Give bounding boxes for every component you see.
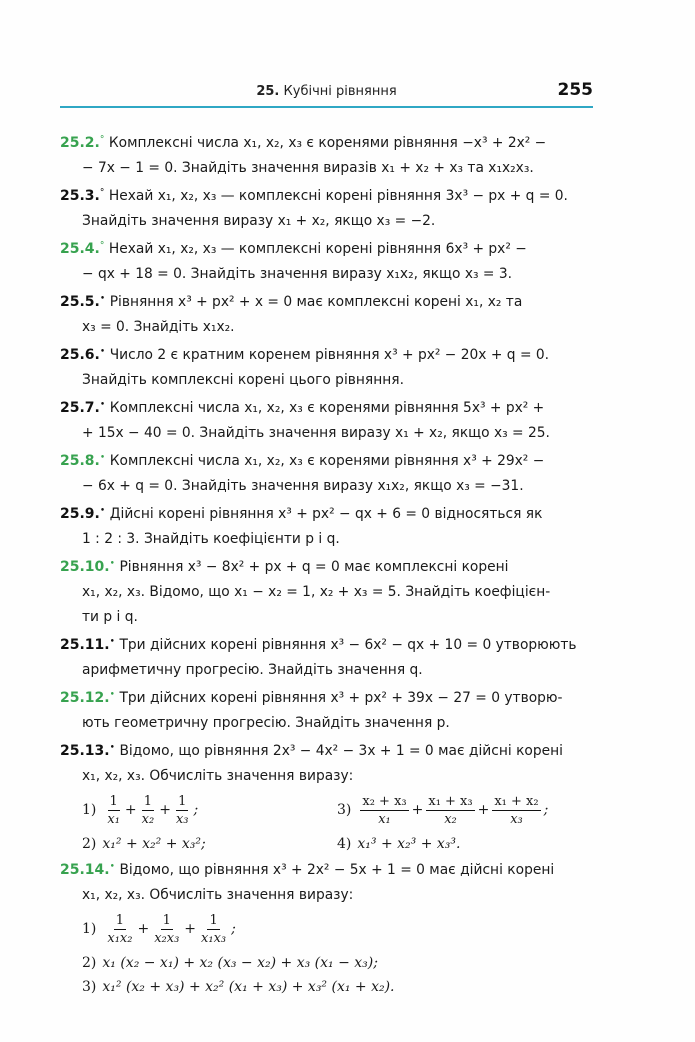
expression-text: x₁³ + x₂³ + x₃³. bbox=[357, 836, 461, 852]
operator: + bbox=[159, 802, 171, 818]
difficulty-mark: • bbox=[109, 559, 115, 569]
numerator: 1 bbox=[109, 793, 118, 809]
operator: + bbox=[124, 802, 137, 818]
exercise-line bbox=[60, 711, 593, 736]
expression bbox=[82, 831, 337, 856]
exercise-text: Відомо, що рівняння 2x³ − 4x² − 3x + 1 = 0 має дійсні корені bbox=[119, 743, 563, 759]
exercise-text: Число 2 є кратним коренем рівняння x³ + px² − 20x + q = 0. bbox=[109, 347, 550, 363]
fraction-expression bbox=[82, 913, 337, 946]
denominator: x₁x₂ bbox=[107, 930, 133, 946]
exercise-text: Три дійсних корені рівняння x³ + px² + 39x − 27 = 0 утворю- bbox=[119, 690, 563, 706]
exercise-line bbox=[60, 287, 593, 315]
numerator: 1 bbox=[143, 793, 153, 809]
difficulty-mark: • bbox=[109, 637, 115, 647]
fraction bbox=[492, 794, 540, 827]
expression bbox=[82, 950, 378, 975]
exercise-number: 25.11. bbox=[60, 637, 110, 653]
exercise-line bbox=[60, 855, 593, 883]
operator: ; bbox=[193, 802, 199, 818]
exercise-line bbox=[60, 580, 593, 605]
exercise-text: x₁, x₂, x₃. Обчисліть значення виразу: bbox=[82, 768, 354, 784]
exercise-line bbox=[60, 315, 593, 340]
difficulty-mark: ° bbox=[99, 241, 105, 251]
items-row bbox=[82, 974, 593, 998]
denominator: x₁x₃ bbox=[201, 930, 227, 946]
exercise-line bbox=[60, 181, 593, 209]
numerator: 1 bbox=[178, 793, 187, 809]
exercise-text: Відомо, що рівняння x³ + 2x² − 5x + 1 = 0 має дійсні корені bbox=[119, 862, 555, 878]
numerator: 1 bbox=[115, 912, 125, 928]
exercise-line bbox=[60, 446, 593, 474]
exercise-number: 25.9. bbox=[60, 506, 100, 522]
exercise-25-4 bbox=[60, 234, 593, 287]
chapter-title bbox=[60, 84, 593, 99]
denominator: x₂ bbox=[141, 811, 155, 827]
exercise-25-13-items bbox=[60, 789, 593, 855]
denominator: x₁ bbox=[378, 811, 391, 827]
items-row bbox=[82, 908, 593, 950]
numerator: x₂ + x₃ bbox=[362, 793, 407, 809]
fraction bbox=[174, 794, 191, 827]
exercise-25-14-items bbox=[60, 908, 593, 998]
items-row bbox=[82, 789, 593, 831]
fraction bbox=[105, 913, 134, 946]
items-row bbox=[82, 950, 593, 974]
exercise-line bbox=[60, 658, 593, 683]
exercise-number: 25.6. bbox=[60, 347, 100, 363]
exercise-25-11 bbox=[60, 630, 593, 683]
difficulty-mark: • bbox=[99, 400, 106, 410]
chapter-number: 25. bbox=[256, 84, 280, 99]
fraction-expression bbox=[337, 794, 592, 827]
exercise-line bbox=[60, 234, 593, 262]
exercise-text: Три дійсних корені рівняння x³ − 6x² − qx + 10 = 0 утворюють bbox=[119, 637, 577, 653]
exercise-25-3 bbox=[60, 181, 593, 234]
exercise-25-7 bbox=[60, 393, 593, 446]
operator: + bbox=[411, 802, 424, 818]
exercise-line bbox=[60, 883, 593, 908]
exercise-line bbox=[60, 262, 593, 287]
exercise-number: 25.13. bbox=[60, 743, 110, 759]
difficulty-mark: • bbox=[109, 743, 115, 753]
exercise-line bbox=[60, 340, 593, 368]
expression-text: x₁² (x₂ + x₃) + x₂² (x₁ + x₃) + x₃² (x₁ + x₂). bbox=[102, 979, 395, 995]
exercise-line bbox=[60, 156, 593, 181]
exercise-number: 25.8. bbox=[60, 453, 100, 469]
difficulty-mark: • bbox=[109, 690, 115, 700]
exercise-line bbox=[60, 499, 593, 527]
exercise-number: 25.4. bbox=[60, 241, 100, 257]
exercise-25-6 bbox=[60, 340, 593, 393]
exercise-text: x₁, x₂, x₃. Відомо, що x₁ − x₂ = 1, x₂ + x₃ = 5. Знайдіть коефіцієн- bbox=[82, 584, 551, 600]
exercise-line bbox=[60, 683, 593, 711]
exercise-line bbox=[60, 736, 593, 764]
difficulty-mark: • bbox=[99, 347, 106, 357]
exercise-text: ють геометричну прогресію. Знайдіть значення p. bbox=[82, 715, 450, 731]
exercise-text: арифметичну прогресію. Знайдіть значення q. bbox=[82, 662, 423, 678]
operator: + bbox=[477, 802, 490, 818]
exercise-text: Комплексні числа x₁, x₂, x₃ є коренями рівняння x³ + 29x² − bbox=[109, 453, 545, 469]
exercise-25-9 bbox=[60, 499, 593, 552]
difficulty-mark: ° bbox=[99, 188, 105, 198]
exercise-line bbox=[60, 527, 593, 552]
exercise-text: − 6x + q = 0. Знайдіть значення виразу x₁x₂, якщо x₃ = −31. bbox=[82, 478, 524, 494]
exercise-text: − qx + 18 = 0. Знайдіть значення виразу x₁x₂, якщо x₃ = 3. bbox=[82, 266, 513, 282]
item-label: 2) bbox=[82, 955, 97, 971]
item-label: 3) bbox=[82, 979, 97, 995]
exercise-line bbox=[60, 368, 593, 393]
fraction bbox=[152, 913, 181, 946]
exercise-number: 25.7. bbox=[60, 400, 100, 416]
exercise-text: Дійсні корені рівняння x³ + px² − qx + 6 = 0 відносяться як bbox=[109, 506, 543, 522]
item-label: 3) bbox=[337, 802, 352, 818]
item-label: 2) bbox=[82, 836, 97, 852]
exercise-25-10 bbox=[60, 552, 593, 630]
exercise-25-12 bbox=[60, 683, 593, 736]
operator: ; bbox=[543, 802, 549, 818]
exercise-text: 1 : 2 : 3. Знайдіть коефіцієнти p і q. bbox=[82, 531, 340, 547]
difficulty-mark: • bbox=[109, 862, 115, 872]
difficulty-mark: • bbox=[99, 453, 106, 463]
denominator: x₃ bbox=[175, 811, 189, 827]
chapter-name: Кубічні рівняння bbox=[283, 84, 397, 99]
numerator: 1 bbox=[209, 912, 218, 928]
exercise-text: + 15x − 40 = 0. Знайдіть значення виразу x₁ + x₂, якщо x₃ = 25. bbox=[82, 425, 550, 441]
exercise-line bbox=[60, 421, 593, 446]
expression bbox=[337, 831, 592, 856]
exercise-text: ти p і q. bbox=[82, 609, 138, 625]
exercise-text: Знайдіть значення виразу x₁ + x₂, якщо x₃ = −2. bbox=[82, 213, 436, 229]
difficulty-mark: • bbox=[99, 294, 106, 304]
exercise-line bbox=[60, 605, 593, 630]
exercise-number: 25.14. bbox=[60, 862, 110, 878]
expression-text: x₁² + x₂² + x₃²; bbox=[102, 836, 206, 852]
exercise-line bbox=[60, 552, 593, 580]
exercise-number: 25.5. bbox=[60, 294, 100, 310]
exercise-text: x₃ = 0. Знайдіть x₁x₂. bbox=[82, 319, 235, 335]
difficulty-mark: • bbox=[99, 506, 106, 516]
exercise-list bbox=[60, 128, 593, 998]
expression bbox=[82, 974, 395, 999]
denominator: x₁ bbox=[107, 811, 120, 827]
exercise-text: x₁, x₂, x₃. Обчисліть значення виразу: bbox=[82, 887, 354, 903]
fraction bbox=[140, 794, 157, 827]
exercise-25-2 bbox=[60, 128, 593, 181]
fraction bbox=[360, 794, 408, 827]
exercise-line bbox=[60, 630, 593, 658]
exercise-line bbox=[60, 474, 593, 499]
numerator: x₁ + x₂ bbox=[494, 793, 539, 809]
exercise-line bbox=[60, 393, 593, 421]
item-label: 1) bbox=[82, 921, 97, 937]
fraction bbox=[426, 794, 474, 827]
fraction-expression bbox=[82, 794, 337, 827]
items-row bbox=[82, 831, 593, 855]
exercise-number: 25.2. bbox=[60, 135, 100, 151]
exercise-25-13 bbox=[60, 736, 593, 789]
denominator: x₂x₃ bbox=[154, 930, 180, 946]
exercise-text: Рівняння x³ + px² + x = 0 має комплексні корені x₁, x₂ та bbox=[109, 294, 523, 310]
exercise-text: Комплексні числа x₁, x₂, x₃ є коренями рівняння −x³ + 2x² − bbox=[108, 135, 547, 151]
page-header bbox=[60, 82, 593, 108]
operator: ; bbox=[231, 921, 236, 937]
exercise-text: Комплексні числа x₁, x₂, x₃ є коренями рівняння 5x³ + px² + bbox=[109, 400, 545, 416]
exercise-line bbox=[60, 128, 593, 156]
denominator: x₂ bbox=[444, 811, 457, 827]
exercise-number: 25.3. bbox=[60, 188, 100, 204]
exercise-number: 25.12. bbox=[60, 690, 110, 706]
operator: + bbox=[137, 921, 150, 937]
operator: + bbox=[184, 921, 197, 937]
exercise-line bbox=[60, 764, 593, 789]
expression-text: x₁ (x₂ − x₁) + x₂ (x₃ − x₂) + x₃ (x₁ − x₃); bbox=[102, 955, 378, 971]
exercise-text: Нехай x₁, x₂, x₃ — комплексні корені рівняння 3x³ − px + q = 0. bbox=[108, 188, 568, 204]
exercise-line bbox=[60, 209, 593, 234]
exercise-text: − 7x − 1 = 0. Знайдіть значення виразів x₁ + x₂ + x₃ та x₁x₂x₃. bbox=[82, 160, 534, 176]
exercise-25-14 bbox=[60, 855, 593, 908]
exercise-number: 25.10. bbox=[60, 559, 110, 575]
exercise-text: Рівняння x³ − 8x² + px + q = 0 має комплексні корені bbox=[119, 559, 509, 575]
exercise-25-8 bbox=[60, 446, 593, 499]
exercise-25-5 bbox=[60, 287, 593, 340]
exercise-text: Знайдіть комплексні корені цього рівняння. bbox=[82, 372, 404, 388]
fraction bbox=[105, 794, 122, 827]
item-label: 1) bbox=[82, 802, 97, 818]
numerator: 1 bbox=[162, 912, 171, 928]
numerator: x₁ + x₃ bbox=[428, 793, 473, 809]
fraction bbox=[199, 913, 228, 946]
page-number: 255 bbox=[557, 80, 593, 100]
item-label: 4) bbox=[337, 836, 352, 852]
exercise-text: Нехай x₁, x₂, x₃ — комплексні корені рівняння 6x³ + px² − bbox=[108, 241, 527, 257]
difficulty-mark: ° bbox=[99, 135, 105, 145]
denominator: x₃ bbox=[510, 811, 523, 827]
